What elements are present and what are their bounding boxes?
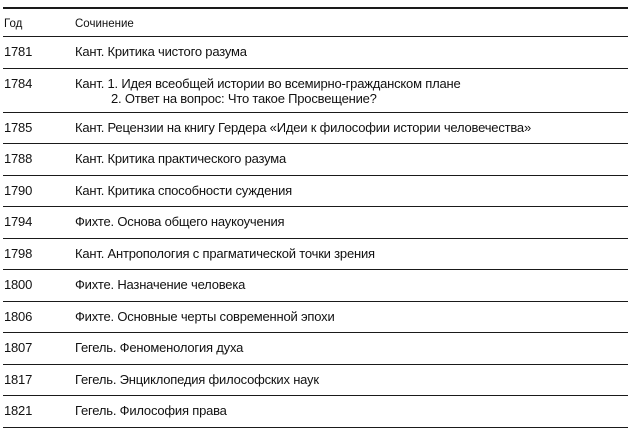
row-work-line: Кант. Критика способности суждения xyxy=(75,182,292,198)
table-row xyxy=(3,113,628,144)
row-year: 1800 xyxy=(4,277,33,292)
row-work xyxy=(75,44,247,60)
row-work xyxy=(75,151,286,167)
table-header xyxy=(3,9,628,36)
row-year: 1817 xyxy=(4,371,33,387)
table-row xyxy=(3,333,628,364)
table-row xyxy=(3,37,628,68)
table-row xyxy=(3,396,628,427)
row-work-line: Фихте. Основные черты современной эпохи xyxy=(75,308,335,324)
row-work xyxy=(75,309,335,325)
row-year: 1784 xyxy=(4,75,33,91)
row-year: 1821 xyxy=(4,403,33,418)
table-row xyxy=(3,69,628,112)
row-work-line: Гегель. Феноменология духа xyxy=(75,340,244,355)
table-body xyxy=(3,36,628,428)
row-work-line: Кант. Рецензии на книгу Гердера «Идеи к философии истории человечества» xyxy=(75,119,531,135)
header-year: Год xyxy=(4,18,23,30)
table-row xyxy=(3,302,628,333)
row-work-line: Гегель. Энциклопедия философских наук xyxy=(75,371,319,387)
row-year: 1790 xyxy=(4,182,33,198)
table-row xyxy=(3,207,628,238)
header-work: Сочинение xyxy=(75,18,134,30)
table-row xyxy=(3,144,628,175)
row-work xyxy=(75,403,227,419)
row-year: 1794 xyxy=(4,214,33,229)
table-bottom-rule xyxy=(3,427,628,428)
row-year: 1807 xyxy=(4,340,33,355)
row-year: 1806 xyxy=(4,308,33,324)
row-work xyxy=(75,372,319,388)
row-work-line: Гегель. Философия права xyxy=(75,403,227,418)
row-work xyxy=(75,277,245,293)
row-year: 1798 xyxy=(4,245,33,261)
row-work-line: 2. Ответ на вопрос: Что такое Просвещение? xyxy=(111,91,377,106)
row-work xyxy=(75,214,284,230)
row-work-line: Кант. 1. Идея всеобщей истории во всемирно-гражданском плане xyxy=(75,75,461,91)
table-row xyxy=(3,176,628,207)
row-work xyxy=(75,340,243,356)
row-year: 1788 xyxy=(4,151,33,166)
row-work xyxy=(75,183,292,199)
table-row xyxy=(3,239,628,270)
row-work-line: Кант. Критика чистого разума xyxy=(75,44,247,59)
row-work-line: Фихте. Назначение человека xyxy=(75,277,246,292)
row-work-line: Кант. Критика практического разума xyxy=(75,151,287,166)
table-row xyxy=(3,365,628,396)
row-work-line: Фихте. Основа общего наукоучения xyxy=(75,214,285,229)
row-year: 1785 xyxy=(4,119,33,135)
row-work xyxy=(75,76,461,107)
row-work-line: Кант. Антропология с прагматической точки зрения xyxy=(75,245,375,261)
row-work xyxy=(75,246,375,262)
works-table xyxy=(3,7,628,428)
table-row xyxy=(3,270,628,301)
row-work xyxy=(75,120,531,136)
row-year: 1781 xyxy=(4,44,33,59)
